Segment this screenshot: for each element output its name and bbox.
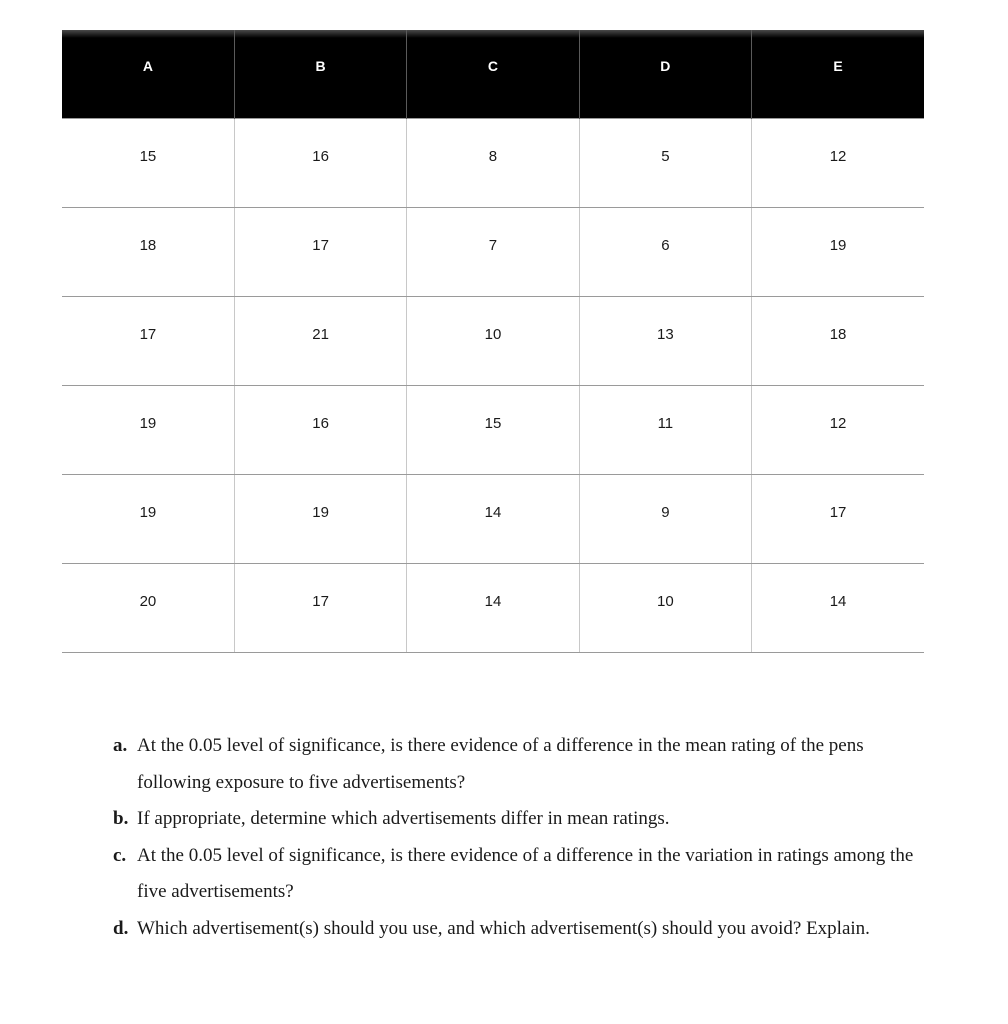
table-cell: 15 xyxy=(62,118,234,207)
table-cell: 19 xyxy=(234,474,406,563)
table-cell: 17 xyxy=(234,563,406,652)
table-cell: 12 xyxy=(752,118,924,207)
column-header-a: A xyxy=(62,30,234,118)
table-cell: 16 xyxy=(234,118,406,207)
table-row xyxy=(62,207,924,296)
table-cell: 13 xyxy=(579,296,751,385)
question-letter: a. xyxy=(113,735,128,756)
table-row xyxy=(62,563,924,652)
question-text: At the 0.05 level of significance, is there evidence of a difference in the variation in ratings among the five advertisements? xyxy=(137,844,914,902)
table-header xyxy=(62,30,924,118)
table-row xyxy=(62,118,924,207)
question-b xyxy=(113,801,933,838)
question-c xyxy=(113,838,933,911)
table-cell: 8 xyxy=(407,118,579,207)
table-cell: 14 xyxy=(407,474,579,563)
question-text: If appropriate, determine which advertisements differ in mean ratings. xyxy=(137,808,670,829)
table-cell: 17 xyxy=(752,474,924,563)
column-header-b: B xyxy=(234,30,406,118)
table-cell: 6 xyxy=(579,207,751,296)
table-cell: 18 xyxy=(62,207,234,296)
table-cell: 9 xyxy=(579,474,751,563)
header-row xyxy=(62,30,924,118)
table-cell: 12 xyxy=(752,385,924,474)
table-cell: 14 xyxy=(752,563,924,652)
question-text: At the 0.05 level of significance, is there evidence of a difference in the mean rating of the pens following exposure to five advertisements? xyxy=(137,735,864,793)
table-row xyxy=(62,296,924,385)
table-body xyxy=(62,118,924,652)
question-text: Which advertisement(s) should you use, and which advertisement(s) should you avoid? Explain. xyxy=(137,917,870,939)
table-cell: 17 xyxy=(234,207,406,296)
question-a xyxy=(113,728,933,801)
table-cell: 20 xyxy=(62,563,234,652)
table-cell: 19 xyxy=(752,207,924,296)
question-letter: d. xyxy=(113,917,129,939)
table-cell: 14 xyxy=(407,563,579,652)
table-cell: 17 xyxy=(62,296,234,385)
question-d xyxy=(113,911,933,948)
question-letter: b. xyxy=(113,808,129,829)
column-header-d: D xyxy=(579,30,751,118)
table-cell: 10 xyxy=(579,563,751,652)
table-row xyxy=(62,474,924,563)
column-header-e: E xyxy=(752,30,924,118)
question-list xyxy=(113,728,933,947)
table-row xyxy=(62,385,924,474)
table-cell: 19 xyxy=(62,385,234,474)
ratings-table xyxy=(62,30,924,653)
table-cell: 19 xyxy=(62,474,234,563)
table-cell: 5 xyxy=(579,118,751,207)
question-letter: c. xyxy=(113,844,127,866)
table-cell: 21 xyxy=(234,296,406,385)
table-cell: 11 xyxy=(579,385,751,474)
table-cell: 7 xyxy=(407,207,579,296)
table-cell: 18 xyxy=(752,296,924,385)
table-cell: 15 xyxy=(407,385,579,474)
table-cell: 10 xyxy=(407,296,579,385)
column-header-c: C xyxy=(407,30,579,118)
table-cell: 16 xyxy=(234,385,406,474)
